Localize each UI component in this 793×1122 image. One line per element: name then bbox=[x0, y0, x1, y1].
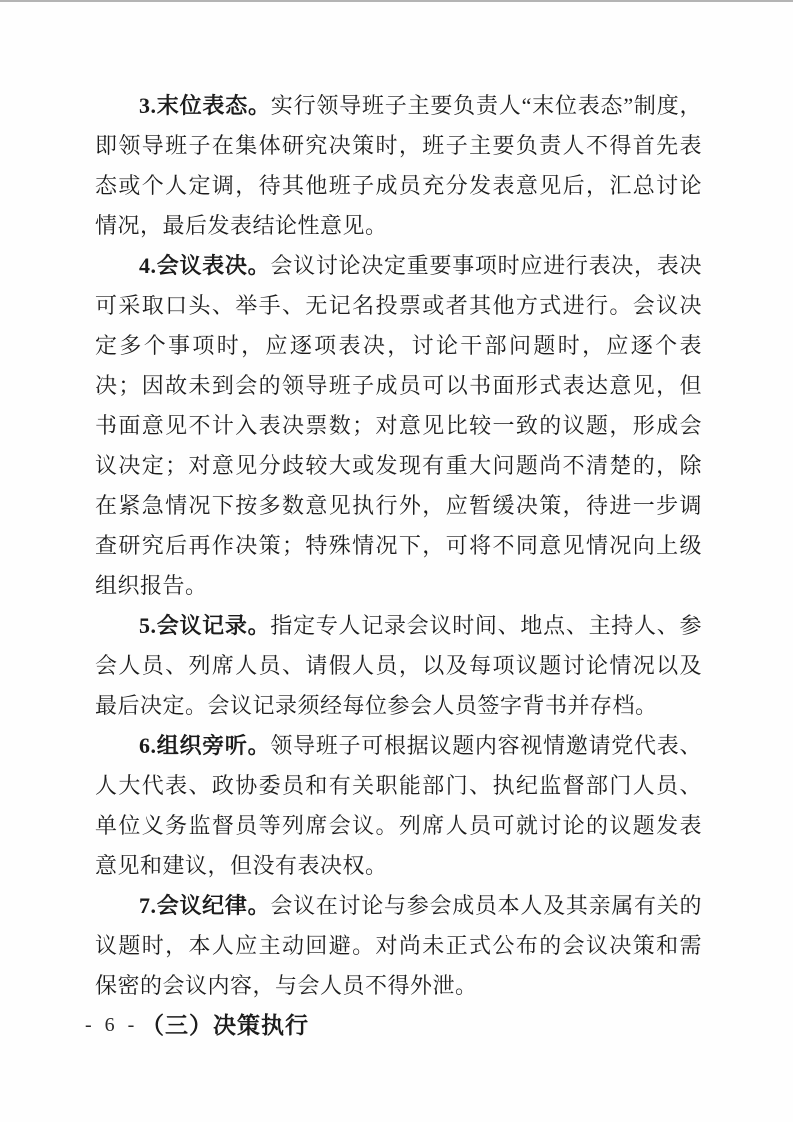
paragraph-lead: 6.组织旁听。 bbox=[139, 733, 271, 758]
paragraph-body: 会议讨论决定重要事项时应进行表决，表决可采取口头、举手、无记名投票或者其他方式进行。会议决定多个事项时，应逐项表决，讨论干部问题时，应逐个表决；因故未到会的领导班子成员可以书面形式表达意见，但书面意见不计入表决票数；对意见比较一致的议题，形成会议决定；对意见分歧较大或发现有重大问题尚不清楚的，除在紧急情况下按多数意见执行外，应暂缓决策，待进一步调查研究后再作决策；特殊情况下，可将不同意见情况向上级组织报告。 bbox=[95, 253, 702, 598]
section-heading: （三）决策执行 bbox=[141, 1013, 309, 1038]
paragraph-7-meeting-discipline bbox=[95, 886, 702, 1006]
paragraph-body: 实行领导班子主要负责人“末位表态”制度，即领导班子在集体研究决策时，班子主要负责人不得首先表态或个人定调，待其他班子成员充分发表意见后，汇总讨论情况，最后发表结论性意见。 bbox=[95, 93, 702, 238]
paragraph-body: 指定专人记录会议时间、地点、主持人、参会人员、列席人员、请假人员，以及每项议题讨论情况以及最后决定。会议记录须经每位参会人员签字背书并存档。 bbox=[95, 613, 702, 718]
paragraph-4-meeting-vote bbox=[95, 246, 702, 606]
paragraph-lead: 4.会议表决。 bbox=[139, 253, 271, 278]
paragraph-lead: 3.末位表态。 bbox=[139, 93, 271, 118]
scan-artifact-top-line bbox=[0, 0, 793, 2]
paragraph-6-observers bbox=[95, 726, 702, 886]
paragraph-lead: 7.会议纪律。 bbox=[139, 893, 271, 918]
paragraph-body: 领导班子可根据议题内容视情邀请党代表、人大代表、政协委员和有关职能部门、执纪监督部门人员、单位义务监督员等列席会议。列席人员可就讨论的议题发表意见和建议，但没有表决权。 bbox=[95, 733, 702, 878]
paragraph-3-final-statement bbox=[95, 86, 702, 246]
paragraph-body: 会议在讨论与参会成员本人及其亲属有关的议题时，本人应主动回避。对尚未正式公布的会议决策和需保密的会议内容，与会人员不得外泄。 bbox=[95, 893, 702, 998]
paragraph-lead: 5.会议记录。 bbox=[139, 613, 271, 638]
page-number: - 6 - bbox=[85, 1014, 139, 1036]
document-body bbox=[95, 86, 702, 1046]
paragraph-5-meeting-minutes bbox=[95, 606, 702, 726]
